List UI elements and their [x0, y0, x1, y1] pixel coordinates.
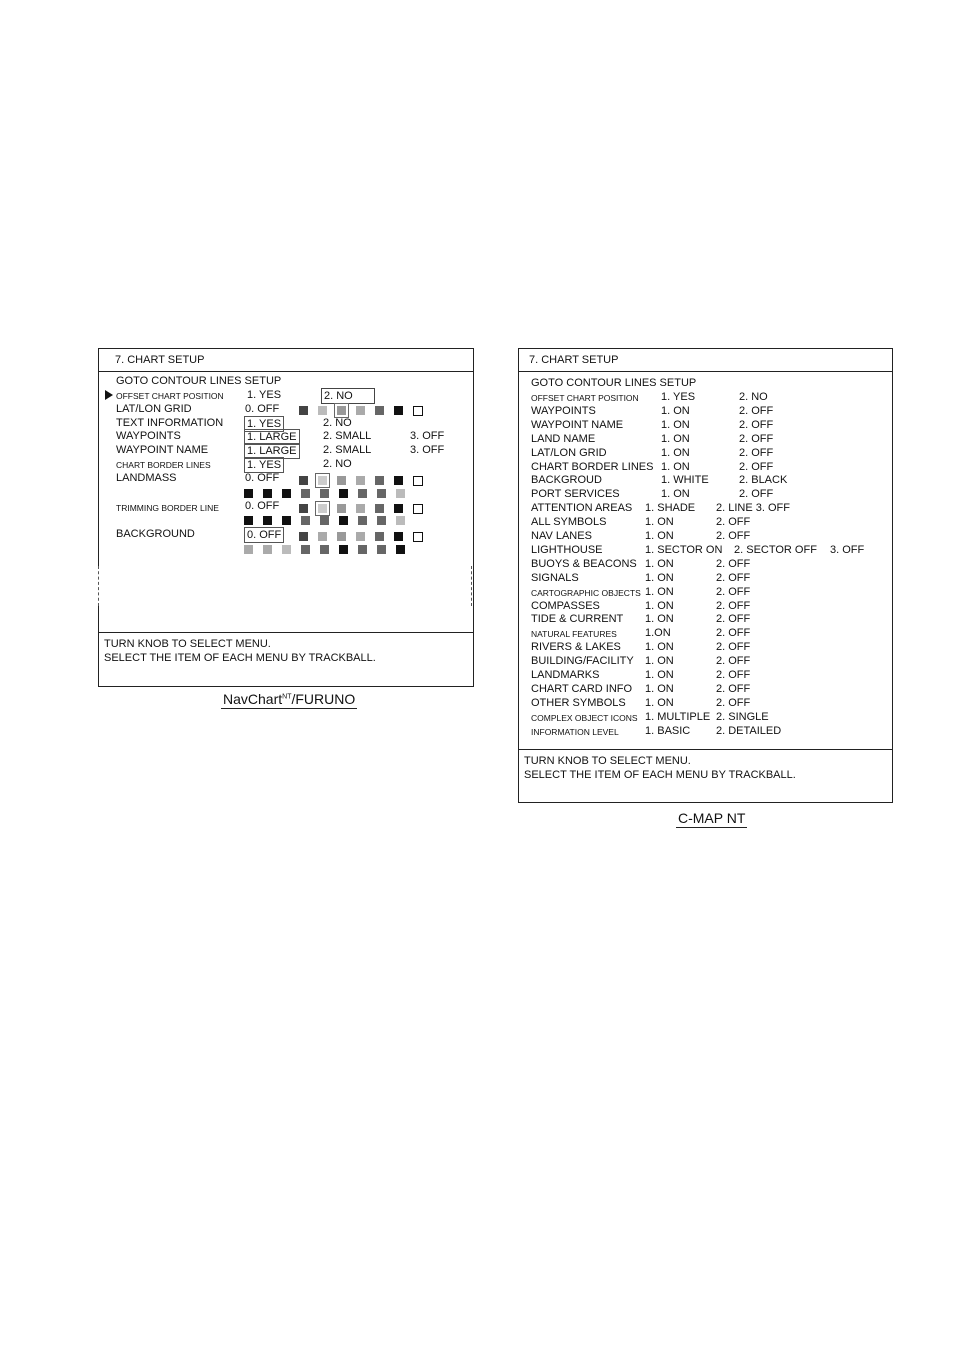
setting-label[interactable]: TIDE & CURRENT: [531, 613, 624, 626]
color-swatch[interactable]: [377, 545, 386, 554]
setting-option-2[interactable]: 2. NO: [739, 391, 768, 403]
goto-contour-lines-item[interactable]: GOTO CONTOUR LINES SETUP: [531, 377, 697, 389]
setting-label[interactable]: PORT SERVICES: [531, 488, 620, 501]
setting-label[interactable]: BACKGROUD: [531, 474, 602, 487]
setting-option-2[interactable]: 2. BLACK: [739, 474, 788, 487]
setting-label[interactable]: SIGNALS: [531, 571, 579, 584]
color-swatch[interactable]: [375, 504, 384, 513]
setting-option-1[interactable]: 1. ON: [645, 585, 674, 598]
text-info-yes-option-selected[interactable]: 1. YES: [244, 416, 284, 432]
setting-option-1[interactable]: 1. WHITE: [661, 474, 709, 487]
waypoints-small-option[interactable]: 2. SMALL: [323, 430, 372, 442]
setting-option-1[interactable]: 1. YES: [661, 391, 696, 403]
setting-label[interactable]: NATURAL FEATURES: [531, 629, 617, 640]
setting-option-1[interactable]: 1. ON: [645, 682, 674, 695]
setting-label[interactable]: WAYPOINTS: [531, 404, 596, 417]
color-swatch[interactable]: [318, 504, 327, 513]
setting-option-2[interactable]: 2. SECTOR OFF: [734, 543, 817, 556]
empty-swatch[interactable]: [413, 406, 423, 416]
background-label[interactable]: BACKGROUND: [116, 528, 195, 540]
setting-label[interactable]: OTHER SYMBOLS: [531, 696, 626, 709]
setting-label[interactable]: INFORMATION LEVEL: [531, 726, 619, 737]
setting-option-1[interactable]: 1. ON: [645, 599, 674, 612]
setting-option-3[interactable]: 3. OFF: [830, 543, 865, 556]
color-swatch[interactable]: [299, 476, 308, 485]
panel-dashed-edge-right: [471, 566, 472, 606]
cmap-panel: [518, 348, 893, 803]
waypoint-name-label[interactable]: WAYPOINT NAME: [116, 444, 209, 456]
setting-label[interactable]: WAYPOINT NAME: [531, 418, 624, 431]
setting-label[interactable]: ALL SYMBOLS: [531, 516, 607, 529]
color-swatch[interactable]: [375, 476, 384, 485]
color-swatch[interactable]: [396, 545, 405, 554]
setting-label[interactable]: CHART BORDER LINES: [531, 460, 654, 473]
color-swatch[interactable]: [299, 532, 308, 541]
setting-option-2[interactable]: 2. OFF: [716, 585, 751, 598]
setting-label[interactable]: LAND NAME: [531, 432, 596, 445]
color-swatch[interactable]: [375, 532, 384, 541]
color-swatch[interactable]: [318, 476, 327, 485]
navchart-panel: [98, 348, 474, 687]
setting-label[interactable]: COMPLEX OBJECT ICONS: [531, 712, 638, 723]
setting-option-1[interactable]: 1. ON: [661, 488, 690, 501]
color-swatch[interactable]: [356, 532, 365, 541]
setting-option-1[interactable]: 1. ON: [645, 530, 674, 542]
color-swatch[interactable]: [337, 406, 346, 415]
setting-option-2[interactable]: 2. OFF: [739, 446, 774, 459]
color-swatch[interactable]: [337, 504, 346, 513]
caption-nt-superscript: NT: [282, 693, 292, 701]
setting-label[interactable]: CHART CARD INFO: [531, 682, 633, 695]
color-swatch[interactable]: [244, 545, 253, 554]
text-information-label[interactable]: TEXT INFORMATION: [116, 417, 224, 429]
waypoint-name-small-option[interactable]: 2. SMALL: [323, 444, 372, 456]
setting-option-1[interactable]: 1. BASIC: [645, 724, 691, 737]
selection-pointer-icon: [105, 390, 113, 400]
color-swatch[interactable]: [358, 516, 367, 525]
setting-option-2[interactable]: 2. OFF: [716, 627, 751, 640]
setting-option-2[interactable]: 2. OFF: [739, 418, 774, 431]
setting-label[interactable]: LAT/LON GRID: [531, 446, 607, 459]
color-swatch[interactable]: [320, 489, 329, 498]
setting-option-2[interactable]: 2. OFF: [716, 599, 751, 612]
color-swatch[interactable]: [394, 406, 403, 415]
color-swatch[interactable]: [396, 489, 405, 498]
color-swatch[interactable]: [394, 532, 403, 541]
color-swatch[interactable]: [377, 516, 386, 525]
setting-option-2[interactable]: 2. OFF: [716, 613, 751, 626]
offset-no-option-selected[interactable]: 2. NO: [321, 388, 375, 404]
setting-option-1[interactable]: 1. ON: [645, 669, 674, 681]
text-info-no-option[interactable]: 2. NO: [323, 417, 352, 429]
color-swatch[interactable]: [356, 504, 365, 513]
setting-label[interactable]: CARTOGRAPHIC OBJECTS: [531, 587, 641, 598]
landmass-label[interactable]: LANDMASS: [116, 472, 177, 484]
color-swatch[interactable]: [301, 545, 310, 554]
color-swatch[interactable]: [396, 516, 405, 525]
navchart-furuno-caption: [221, 691, 357, 709]
setting-option-1[interactable]: 1. ON: [645, 613, 674, 626]
setting-option-1[interactable]: 1. ON: [645, 696, 674, 709]
setting-option-2[interactable]: 2. OFF: [716, 682, 751, 695]
color-swatch[interactable]: [320, 545, 329, 554]
color-swatch[interactable]: [301, 516, 310, 525]
color-swatch[interactable]: [358, 489, 367, 498]
background-off-option-selected[interactable]: 0. OFF: [244, 527, 284, 543]
empty-swatch[interactable]: [413, 476, 423, 486]
help-footer: [519, 749, 892, 802]
caption-navchart: NavChart: [223, 691, 283, 707]
color-swatch[interactable]: [320, 516, 329, 525]
setting-option-2[interactable]: 2. OFF: [716, 696, 751, 709]
setting-option-2[interactable]: 2. OFF: [739, 432, 774, 445]
color-swatch[interactable]: [282, 489, 291, 498]
waypoints-off-option[interactable]: 3. OFF: [410, 430, 445, 442]
color-swatch[interactable]: [394, 476, 403, 485]
empty-swatch[interactable]: [413, 532, 423, 542]
setting-option-2[interactable]: 2. OFF: [739, 460, 774, 473]
color-swatch[interactable]: [356, 476, 365, 485]
offset-yes-option[interactable]: 1. YES: [247, 389, 282, 401]
color-swatch[interactable]: [244, 516, 253, 525]
color-swatch[interactable]: [339, 545, 348, 554]
help-line-1: TURN KNOB TO SELECT MENU.: [524, 755, 691, 767]
setting-option-1[interactable]: 1. ON: [661, 418, 690, 431]
trimming-border-line-label[interactable]: TRIMMING BORDER LINE: [116, 503, 219, 513]
color-swatch[interactable]: [318, 406, 327, 415]
setting-option-2[interactable]: 2. OFF: [716, 530, 751, 542]
setting-option-2[interactable]: 2. OFF: [716, 516, 751, 529]
setting-option-1[interactable]: 1. SECTOR ON: [645, 543, 723, 556]
setting-option-1[interactable]: 1.ON: [645, 627, 671, 640]
color-swatch[interactable]: [263, 489, 272, 498]
color-swatch[interactable]: [244, 489, 253, 498]
help-line-2: SELECT THE ITEM OF EACH MENU BY TRACKBALL.: [104, 652, 376, 664]
color-swatch[interactable]: [282, 545, 291, 554]
panel-dashed-edge-left: [98, 566, 99, 606]
waypoints-label[interactable]: WAYPOINTS: [116, 430, 181, 442]
setting-option-1[interactable]: 1. ON: [645, 571, 674, 584]
goto-contour-lines-item[interactable]: GOTO CONTOUR LINES SETUP: [116, 375, 282, 387]
cmap-nt-caption: C-MAP NT: [678, 810, 746, 826]
color-swatch[interactable]: [339, 489, 348, 498]
setting-label[interactable]: COMPASSES: [531, 599, 600, 612]
help-footer: [99, 632, 473, 686]
color-swatch[interactable]: [337, 532, 346, 541]
setting-label[interactable]: ATTENTION AREAS: [531, 502, 633, 515]
color-swatch[interactable]: [263, 516, 272, 525]
setting-label[interactable]: OFFSET CHART POSITION: [531, 393, 639, 403]
setting-option-1[interactable]: 1. ON: [661, 432, 690, 445]
color-swatch[interactable]: [263, 545, 272, 554]
setting-option-1[interactable]: 1. ON: [661, 446, 690, 459]
chart-border-no-option[interactable]: 2. NO: [323, 458, 352, 470]
setting-label[interactable]: LANDMARKS: [531, 669, 600, 681]
color-swatch[interactable]: [394, 504, 403, 513]
waypoints-large-option-selected[interactable]: 1. LARGE: [244, 429, 300, 445]
setting-label[interactable]: BUILDING/FACILITY: [531, 655, 634, 668]
setting-option-2[interactable]: 2. OFF: [716, 641, 751, 654]
setting-label[interactable]: LIGHTHOUSE: [531, 543, 603, 556]
setting-option-2[interactable]: 2. OFF: [739, 488, 774, 501]
caption-furuno: /FURUNO: [291, 691, 356, 707]
chart-border-yes-option-selected[interactable]: 1. YES: [244, 457, 284, 473]
color-swatch[interactable]: [299, 406, 308, 415]
setting-option-1[interactable]: 1. ON: [645, 516, 674, 529]
setting-label[interactable]: BUOYS & BEACONS: [531, 557, 637, 570]
offset-chart-position-label[interactable]: OFFSET CHART POSITION: [116, 391, 224, 401]
setting-option-2[interactable]: 2. DETAILED: [716, 724, 782, 737]
latlon-grid-label[interactable]: LAT/LON GRID: [116, 403, 192, 415]
color-swatch[interactable]: [318, 532, 327, 541]
waypoint-name-large-option-selected[interactable]: 1. LARGE: [244, 443, 300, 459]
setting-option-2[interactable]: 2. LINE 3. OFF: [716, 502, 790, 515]
setting-option-1[interactable]: 1. ON: [645, 557, 674, 570]
help-line-2: SELECT THE ITEM OF EACH MENU BY TRACKBALL.: [524, 769, 796, 781]
setting-option-2[interactable]: 2. OFF: [716, 571, 751, 584]
chart-border-lines-label[interactable]: CHART BORDER LINES: [116, 460, 211, 470]
trimming-off-option[interactable]: 0. OFF: [245, 500, 280, 512]
setting-option-1[interactable]: 1. ON: [645, 641, 674, 654]
color-swatch[interactable]: [339, 516, 348, 525]
setting-option-1[interactable]: 1. ON: [661, 460, 690, 473]
setting-label[interactable]: RIVERS & LAKES: [531, 641, 621, 654]
color-swatch[interactable]: [282, 516, 291, 525]
color-swatch[interactable]: [299, 504, 308, 513]
help-line-1: TURN KNOB TO SELECT MENU.: [104, 638, 271, 650]
setting-option-1[interactable]: 1. ON: [661, 404, 690, 417]
setting-option-2[interactable]: 2. OFF: [716, 557, 751, 570]
setting-option-2[interactable]: 2. SINGLE: [716, 710, 769, 723]
landmass-off-option[interactable]: 0. OFF: [245, 472, 280, 484]
setting-option-2[interactable]: 2. OFF: [739, 404, 774, 417]
setting-option-2[interactable]: 2. OFF: [716, 655, 751, 668]
setting-option-1[interactable]: 1. MULTIPLE: [645, 710, 711, 723]
color-swatch[interactable]: [337, 476, 346, 485]
color-swatch[interactable]: [356, 406, 365, 415]
waypoint-name-off-option[interactable]: 3. OFF: [410, 444, 445, 456]
setting-option-1[interactable]: 1. ON: [645, 655, 674, 668]
color-swatch[interactable]: [377, 489, 386, 498]
setting-label[interactable]: NAV LANES: [531, 530, 592, 542]
color-swatch[interactable]: [375, 406, 384, 415]
panel-title: 7. CHART SETUP: [519, 349, 892, 372]
color-swatch[interactable]: [301, 489, 310, 498]
color-swatch[interactable]: [358, 545, 367, 554]
latlon-off-option[interactable]: 0. OFF: [245, 403, 280, 415]
setting-option-2[interactable]: 2. OFF: [716, 669, 751, 681]
setting-option-1[interactable]: 1. SHADE: [645, 502, 696, 515]
empty-swatch[interactable]: [413, 504, 423, 514]
panel-title: 7. CHART SETUP: [99, 349, 473, 372]
